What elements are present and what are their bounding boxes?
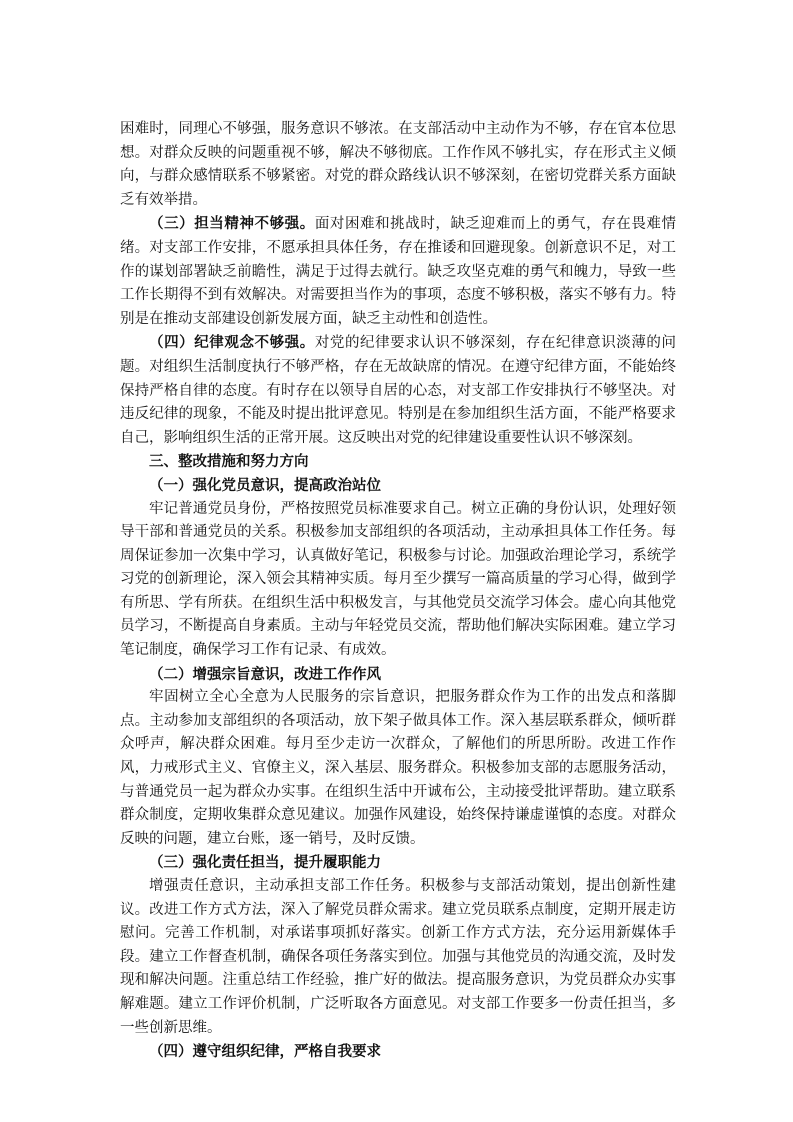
- paragraph-responsibility: [120, 212, 676, 331]
- paragraph-title: （四）纪律观念不够强。: [149, 334, 315, 352]
- paragraph-work-style: 牢固树立全心全意为人民服务的宗旨意识，把服务群众作为工作的出发点和落脚点。主动参加支部组织的各项活动，放下架子做具体工作。深入基层联系群众，倾听群众呼声，解决群众困难。每月至少走访一次群众，了解他们的所思所盼。改进工作作风，力戒形式主义、官僚主义，深入基层、服务群众。积极参加支部的志愿服务活动，与普通党员一起为群众办实事。在组织生活中开诚布公，主动接受批评帮助。建立联系群众制度，定期收集群众意见建议。加强作风建设，始终保持谦虚谨慎的态度。对群众反映的问题，建立台账，逐一销号，及时反馈。: [120, 689, 676, 847]
- subheading-1: （一）强化党员意识，提高政治站位: [149, 476, 381, 494]
- paragraph-body: 面对困难和挑战时，缺乏迎难而上的勇气，存在畏难情绪。对支部工作安排，不愿承担具体任务，存在推诿和回避现象。创新意识不足，对工作的谋划部署缺乏前瞻性，满足于过得去就行。缺乏攻坚克难的勇气和魄力，导致一些工作长期得不到有效解决。对需要担当作为的事项，态度不够积极，落实不够有力。特别是在推动支部建设创新发展方面，缺乏主动性和创造性。: [120, 216, 677, 327]
- paragraph-continued: 困难时，同理心不够强，服务意识不够浓。在支部活动中主动作为不够，存在官本位思想。对群众反映的问题重视不够，解决不够彻底。工作作风不够扎实，存在形式主义倾向，与群众感情联系不够紧密。对党的群众路线认识不够深刻，在密切党群关系方面缺乏有效举措。: [120, 121, 676, 208]
- section-heading-3: 三、整改措施和努力方向: [149, 453, 309, 471]
- paragraph-accountability: 增强责任意识，主动承担支部工作任务。积极参与支部活动策划，提出创新性建议。改进工作方式方法，深入了解党员群众需求。建立党员联系点制度，定期开展走访慰问。完善工作机制，对承诺事项抓好落实。创新工作方式方法，充分运用新媒体手段。建立工作督查机制，确保各项任务落实到位。加强与其他党员的沟通交流，及时发现和解决问题。注重总结工作经验，推广好的做法。提高服务意识，为党员群众办实事解难题。建立工作评价机制，广泛听取各方面意见。对支部工作要多一份责任担当，多一些创新思维。: [120, 878, 676, 1036]
- subheading-2: （二）增强宗旨意识，改进工作作风: [149, 665, 381, 683]
- document-page: [120, 118, 676, 1064]
- subheading-3: （三）强化责任担当，提升履职能力: [149, 854, 381, 872]
- paragraph-body: 对党的纪律要求认识不够深刻，存在纪律意识淡薄的问题。对组织生活制度执行不够严格，存在无故缺席的情况。在遵守纪律方面，不能始终保持严格自律的态度。有时存在以领导自居的心态，对支部工作安排执行不够坚决。对违反纪律的现象，不能及时提出批评意见。特别是在参加组织生活方面，不能严格要求自己，影响组织生活的正常开展。这反映出对党的纪律建设重要性认识不够深刻。: [120, 335, 677, 446]
- paragraph-discipline: [120, 331, 676, 450]
- paragraph-party-awareness: 牢记普通党员身份，严格按照党员标准要求自己。树立正确的身份认识，处理好领导干部和普通党员的关系。积极参加支部组织的各项活动，主动承担具体工作任务。每周保证参加一次集中学习，认真做好笔记，积极参与讨论。加强政治理论学习，系统学习党的创新理论，深入领会其精神实质。每月至少撰写一篇高质量的学习心得，做到学有所思、学有所获。在组织生活中积极发言，与其他党员交流学习体会。虚心向其他党员学习，不断提高自身素质。主动与年轻党员交流，帮助他们解决实际困难。建立学习笔记制度，确保学习工作有记录、有成效。: [120, 500, 676, 659]
- subheading-4: （四）遵守组织纪律，严格自我要求: [149, 1043, 381, 1061]
- paragraph-title: （三）担当精神不够强。: [149, 215, 315, 233]
